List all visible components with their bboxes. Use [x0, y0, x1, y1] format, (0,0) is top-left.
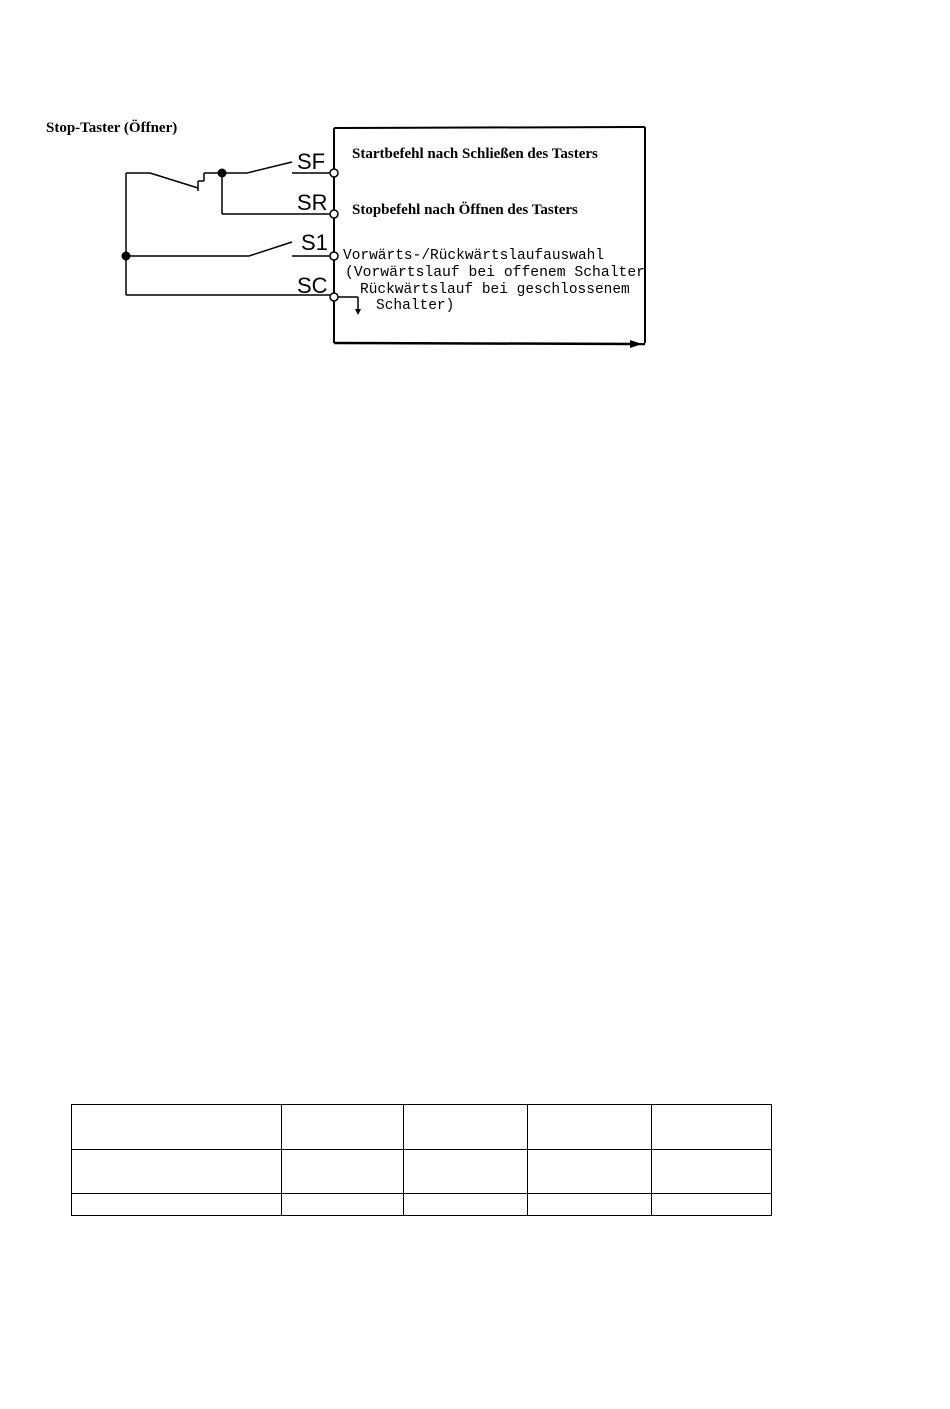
terminal-sf — [330, 169, 338, 177]
empty-table — [71, 1104, 772, 1216]
table-cell — [72, 1194, 282, 1216]
table-cell — [403, 1150, 528, 1194]
terminal-sc — [330, 293, 338, 301]
terminal-label-sr: SR — [297, 190, 328, 215]
table-cell — [281, 1194, 403, 1216]
arrow-marker — [630, 340, 642, 348]
table-cell — [528, 1194, 652, 1216]
table-cell — [528, 1105, 652, 1150]
junction-dot — [122, 252, 131, 261]
table-cell — [281, 1150, 403, 1194]
s1-note-line-2: Rückwärtslauf bei geschlossenem — [360, 282, 630, 298]
table-cell — [652, 1105, 772, 1150]
diagram-title: Stop-Taster (Öffner) — [46, 120, 178, 136]
terminal-label-s1: S1 — [301, 230, 328, 255]
table-cell — [281, 1105, 403, 1150]
terminal-label-sf: SF — [297, 149, 326, 174]
terminal-label-sc: SC — [297, 273, 328, 298]
junction-dot — [218, 169, 227, 178]
table-cell — [403, 1105, 528, 1150]
sr-description: Stopbefehl nach Öffnen des Tasters — [352, 202, 578, 218]
table-cell — [528, 1150, 652, 1194]
wiring-diagram — [0, 0, 950, 400]
table-row — [72, 1150, 772, 1194]
table-cell — [652, 1150, 772, 1194]
table-row — [72, 1105, 772, 1150]
table-cell — [72, 1150, 282, 1194]
s1-description: Vorwärts-/Rückwärtslaufauswahl — [343, 248, 605, 264]
ground-arrow — [355, 309, 361, 315]
table-cell — [403, 1194, 528, 1216]
table-cell — [72, 1105, 282, 1150]
terminal-sr — [330, 210, 338, 218]
s1-note-line-3: Schalter) — [376, 298, 455, 314]
table-cell — [652, 1194, 772, 1216]
table-row — [72, 1194, 772, 1216]
s1-note-line-1: (Vorwärtslauf bei offenem Schalter — [345, 265, 645, 281]
terminal-s1 — [330, 252, 338, 260]
sf-description: Startbefehl nach Schließen des Tasters — [352, 146, 598, 162]
